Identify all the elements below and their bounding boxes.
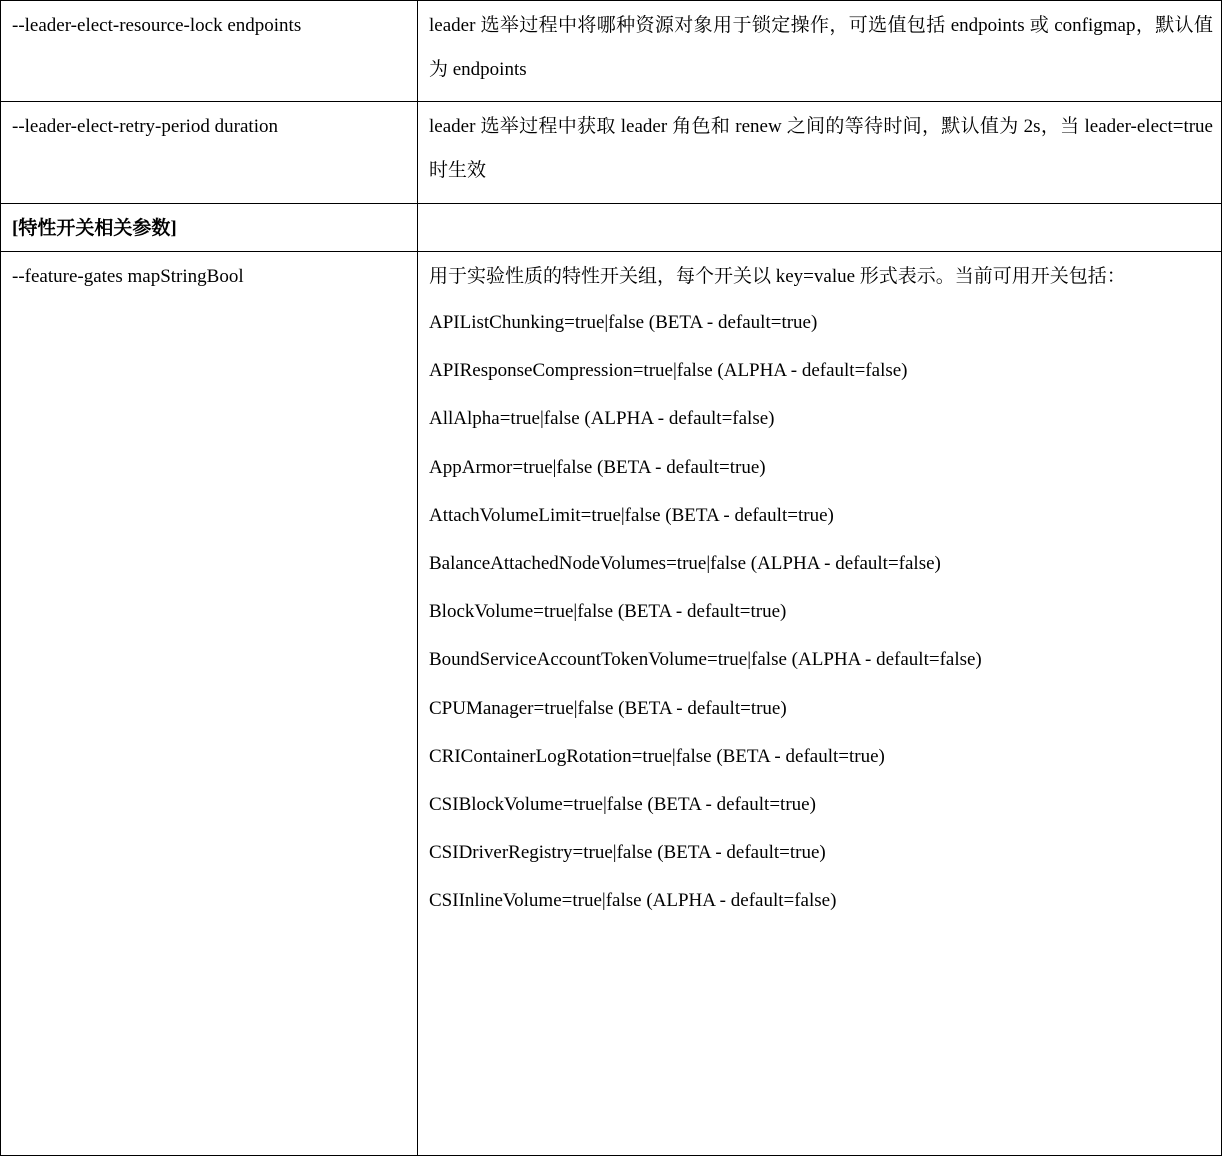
empty-cell: [418, 204, 1222, 252]
section-title: [特性开关相关参数]: [1, 204, 418, 252]
table-row: [1, 1, 1222, 102]
feature-gate-option: AppArmor=true|false (BETA - default=true): [429, 456, 766, 478]
feature-gate-option: CPUManager=true|false (BETA - default=true): [429, 697, 787, 719]
feature-gate-option: CSIBlockVolume=true|false (BETA - default=true): [429, 793, 816, 815]
param-description: leader 选举过程中获取 leader 角色和 renew 之间的等待时间，默认值为 2s，当 leader-elect=true 时生效: [429, 116, 1213, 181]
feature-gate-option: CSIInlineVolume=true|false (ALPHA - default=false): [429, 890, 837, 912]
feature-gate-option: APIResponseCompression=true|false (ALPHA - default=false): [429, 360, 908, 382]
param-name-cell: --leader-elect-resource-lock endpoints: [1, 1, 418, 102]
feature-gate-option: BlockVolume=true|false (BETA - default=true): [429, 601, 787, 623]
feature-gate-option: APIListChunking=true|false (BETA - default=true): [429, 312, 818, 333]
param-name-cell: --leader-elect-retry-period duration: [1, 102, 418, 204]
feature-gate-option: BalanceAttachedNodeVolumes=true|false (ALPHA - default=false): [429, 552, 941, 574]
param-description: 用于实验性质的特性开关组，每个开关以 key=value 形式表示。当前可用开关包括：: [429, 266, 1126, 287]
feature-gate-option: CRIContainerLogRotation=true|false (BETA - default=true): [429, 745, 885, 767]
feature-gate-option: CSIDriverRegistry=true|false (BETA - default=true): [429, 842, 826, 864]
feature-gate-option: AllAlpha=true|false (ALPHA - default=false): [429, 408, 775, 430]
param-desc-cell: [418, 252, 1222, 1156]
param-desc-cell: [418, 1, 1222, 102]
feature-gate-option: AttachVolumeLimit=true|false (BETA - default=true): [429, 504, 834, 526]
param-desc-cell: [418, 102, 1222, 204]
feature-gate-option: BoundServiceAccountTokenVolume=true|false (ALPHA - default=false): [429, 649, 982, 671]
section-header-row: [1, 204, 1222, 252]
table-row: [1, 102, 1222, 204]
param-description: leader 选举过程中将哪种资源对象用于锁定操作，可选值包括 endpoints 或 configmap，默认值为 endpoints: [429, 15, 1213, 80]
table-row: [1, 252, 1222, 1156]
param-name-cell: --feature-gates mapStringBool: [1, 252, 418, 1156]
